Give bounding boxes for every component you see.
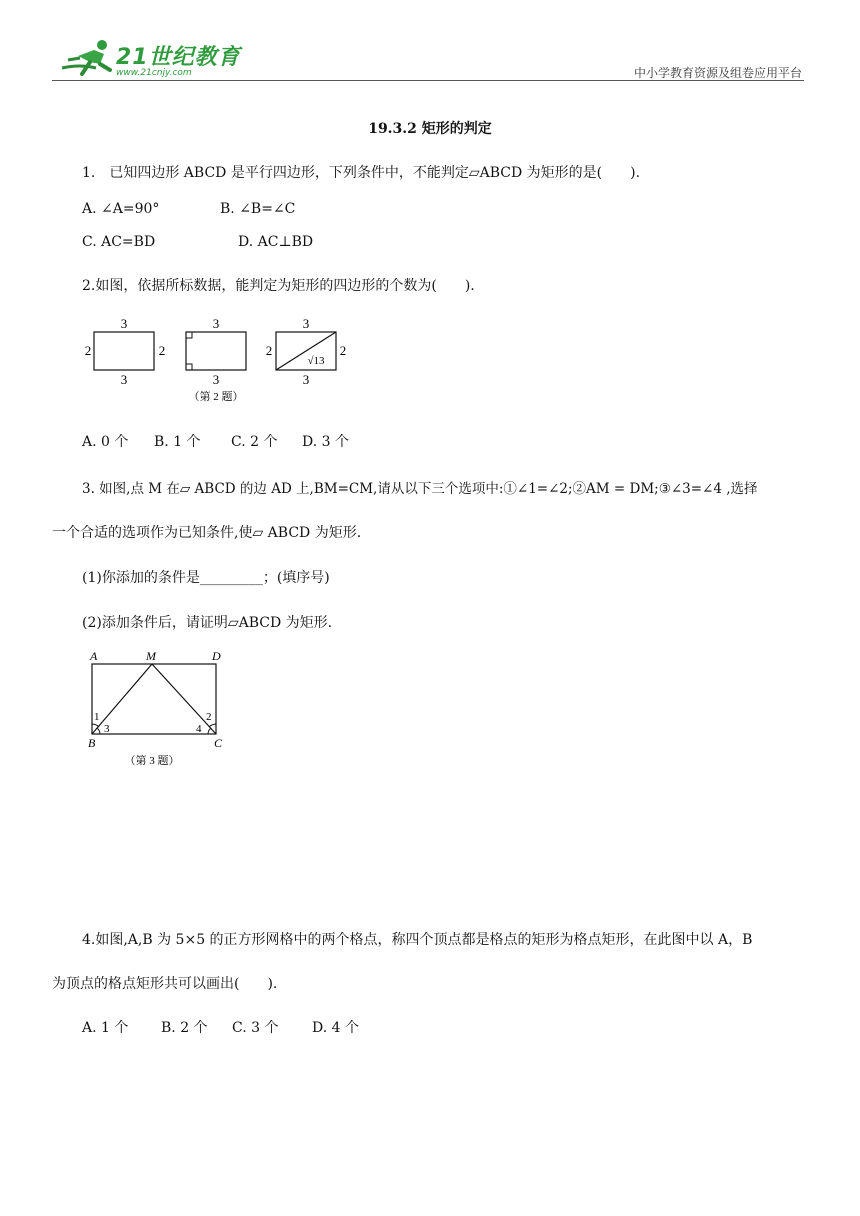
- q2-option-a: A. 0 个: [82, 434, 129, 450]
- q2-figure: [82, 312, 372, 408]
- q2-option-c: C. 2 个: [231, 434, 278, 450]
- q3-point-a: A: [90, 649, 98, 663]
- q3-angle-3: 3: [104, 723, 110, 735]
- q2-rect-3-diag-label: √13: [307, 355, 325, 367]
- q3-point-b: B: [88, 736, 96, 750]
- q2-rect-2: [186, 332, 246, 370]
- logo-text: 21世纪教育: [116, 45, 241, 70]
- q2-right-angle-mark-top: [186, 332, 192, 338]
- q2-stem: 2.如图，依据所标数据，能判定为矩形的四边形的个数为( ).: [82, 278, 475, 294]
- q2-right-angle-mark-bottom: [186, 364, 192, 370]
- q4-option-c: C. 3 个: [232, 1020, 279, 1036]
- q3-figure: [84, 648, 234, 772]
- q3-part1: (1)你添加的条件是_________；(填序号): [82, 570, 330, 586]
- q2-rect-2-bottom: 3: [212, 372, 220, 387]
- q2-rect-1: [94, 332, 154, 370]
- q3-part2: (2)添加条件后，请证明▱ABCD 为矩形.: [82, 615, 333, 631]
- q2-rect-1-right: 2: [158, 343, 166, 358]
- q3-segment-bm: [92, 664, 152, 734]
- q2-figure-caption: （第 2 题）: [188, 391, 244, 403]
- q1-option-c: C. AC=BD: [82, 234, 156, 250]
- logo-runner-icon: [60, 38, 122, 78]
- q2-rect-1-bottom: 3: [120, 372, 128, 387]
- q3-point-d: D: [212, 649, 221, 663]
- q1-stem: 1. 已知四边形 ABCD 是平行四边形，下列条件中，不能判定▱ABCD 为矩形的是( ).: [82, 165, 641, 181]
- q2-rect-3-left: 2: [265, 343, 273, 358]
- q3-angle-1: 1: [94, 711, 100, 723]
- q3-segment-cm: [152, 664, 216, 734]
- q2-rect-2-top: 3: [212, 316, 220, 331]
- q3-point-c: C: [214, 736, 223, 750]
- q2-option-b: B. 1 个: [154, 434, 201, 450]
- q1-option-d: D. AC⊥BD: [238, 234, 314, 250]
- header-divider: [52, 80, 804, 81]
- q3-angle-2: 2: [206, 711, 212, 723]
- q3-point-m: M: [146, 649, 156, 663]
- q1-option-a: A. ∠A=90°: [82, 201, 160, 217]
- q4-option-a: A. 1 个: [82, 1020, 129, 1036]
- q2-rect-3-right: 2: [339, 343, 347, 358]
- q3-stem-line1: 3. 如图,点 M 在▱ ABCD 的边 AD 上,BM=CM,请从以下三个选项中:①∠1=∠2;②AM = DM;③∠3=∠4 ,选择: [82, 481, 758, 497]
- q3-angle-arc-c: [209, 724, 216, 727]
- q3-angle-4: 4: [196, 723, 202, 735]
- q3-figure-caption: （第 3 题）: [124, 755, 180, 767]
- q3-angle-arc-c2: [208, 728, 211, 734]
- q4-option-b: B. 2 个: [161, 1020, 208, 1036]
- logo-url: www.21cnjy.com: [116, 68, 192, 78]
- page-title: 19.3.2 矩形的判定: [368, 121, 492, 137]
- header-platform-text: 中小学教育资源及组卷应用平台: [633, 66, 802, 80]
- q4-stem-line2: 为顶点的格点矩形共可以画出( ).: [52, 976, 278, 992]
- q3-angle-arc-b: [92, 724, 99, 727]
- q4-option-d: D. 4 个: [312, 1020, 359, 1036]
- q2-option-d: D. 3 个: [302, 434, 349, 450]
- q1-option-b: B. ∠B=∠C: [220, 201, 296, 217]
- q2-rect-1-left: 2: [84, 343, 92, 358]
- q2-rect-3-diagonal: [276, 332, 336, 370]
- q3-angle-arc-b2: [97, 728, 100, 734]
- q4-stem-line1: 4.如图,A,B 为 5×5 的正方形网格中的两个格点，称四个顶点都是格点的矩形为格点矩形，在此图中以 A，B: [82, 932, 753, 948]
- q2-rect-3-top: 3: [302, 316, 310, 331]
- q2-rect-1-top: 3: [120, 316, 128, 331]
- q3-stem-line2: 一个合适的选项作为已知条件,使▱ ABCD 为矩形.: [52, 525, 362, 541]
- q2-rect-3-bottom: 3: [302, 372, 310, 387]
